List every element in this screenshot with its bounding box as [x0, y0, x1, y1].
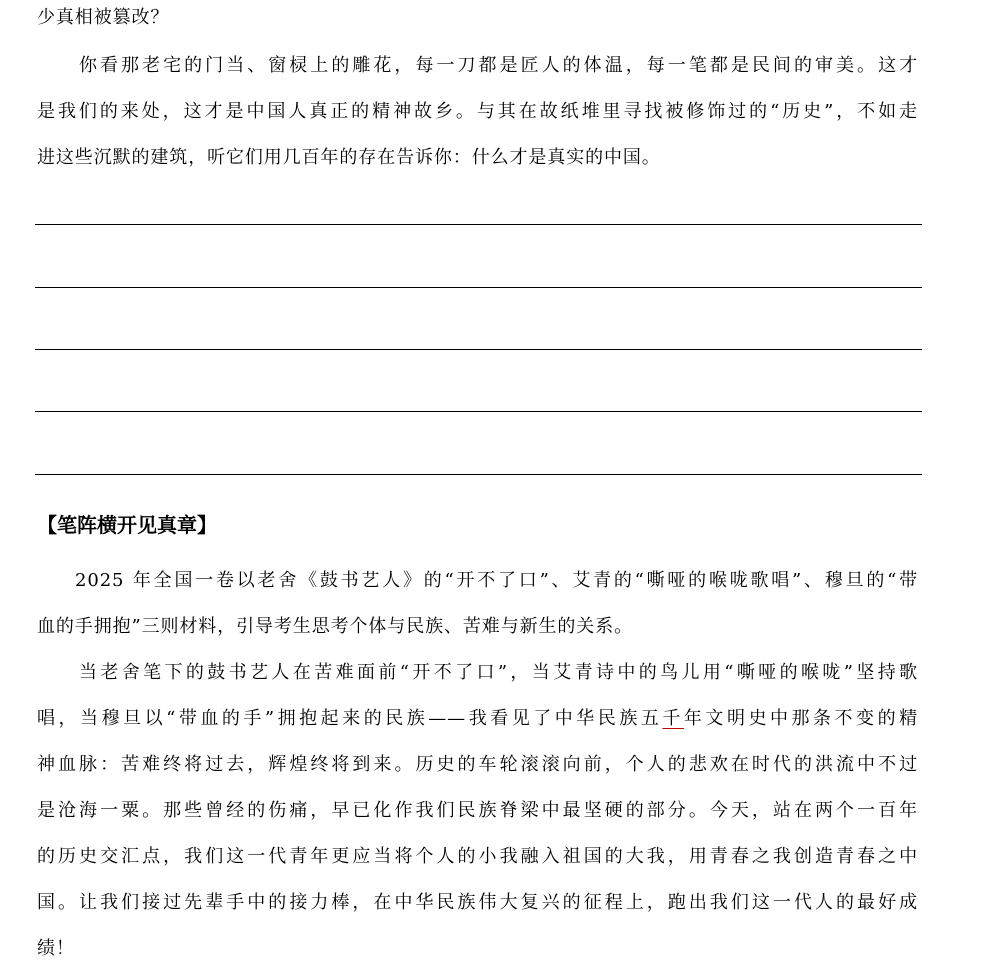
writing-line-5 — [35, 474, 922, 475]
writing-line-2 — [35, 287, 922, 288]
para2-line-2-before: 唱，当穆旦以“带血的手”拥抱起来的民族——我看见了中华民族五 — [37, 708, 663, 729]
paragraph-prev-line-1: 你看那老宅的门当、窗棂上的雕花，每一刀都是匠人的体温，每一笔都是民间的审美。这才 — [79, 55, 918, 76]
para2-line-4: 是沧海一粟。那些曾经的伤痛，早已化作我们民族脊梁中最坚硬的部分。今天，站在两个一百年 — [37, 800, 918, 821]
writing-line-3 — [35, 349, 922, 350]
para2-line-2-after: 年文明史中那条不变的精 — [683, 708, 919, 729]
para1-line-1: 2025 年全国一卷以老舍《鼓书艺人》的“开不了口”、艾青的“嘶哑的喉咙歌唱”、穆旦的“带 — [75, 570, 918, 591]
marked-character: 千 — [662, 708, 684, 729]
paragraph-prev-line-3: 进这些沉默的建筑，听它们用几百年的存在告诉你：什么才是真实的中国。 — [37, 147, 661, 168]
para2-line-2 — [37, 707, 918, 731]
para2-line-7: 绩！ — [37, 938, 75, 959]
para2-line-3: 神血脉：苦难终将过去，辉煌终将到来。历史的车轮滚滚向前，个人的悲欢在时代的洪流中不过 — [37, 754, 918, 775]
para2-line-1: 当老舍笔下的鼓书艺人在苦难面前“开不了口”，当艾青诗中的鸟儿用“嘶哑的喉咙”坚持歌 — [79, 662, 918, 683]
para2-line-5: 的历史交汇点，我们这一代青年更应当将个人的小我融入祖国的大我，用青春之我创造青春之中 — [37, 846, 918, 867]
para2-line-6: 国。让我们接过先辈手中的接力棒，在中华民族伟大复兴的征程上，跑出我们这一代人的最好成 — [37, 892, 918, 913]
section-heading: 【笔阵横开见真章】 — [37, 513, 217, 537]
writing-line-1 — [35, 224, 922, 225]
para1-line-2: 血的手拥抱”三则材料，引导考生思考个体与民族、苦难与新生的关系。 — [37, 616, 633, 637]
paragraph-prev-line-2: 是我们的来处，这才是中国人真正的精神故乡。与其在故纸堆里寻找被修饰过的“历史”，不如走 — [37, 101, 918, 122]
writing-line-4 — [35, 411, 922, 412]
paragraph-prev-line-0: 少真相被篡改？ — [37, 7, 170, 28]
